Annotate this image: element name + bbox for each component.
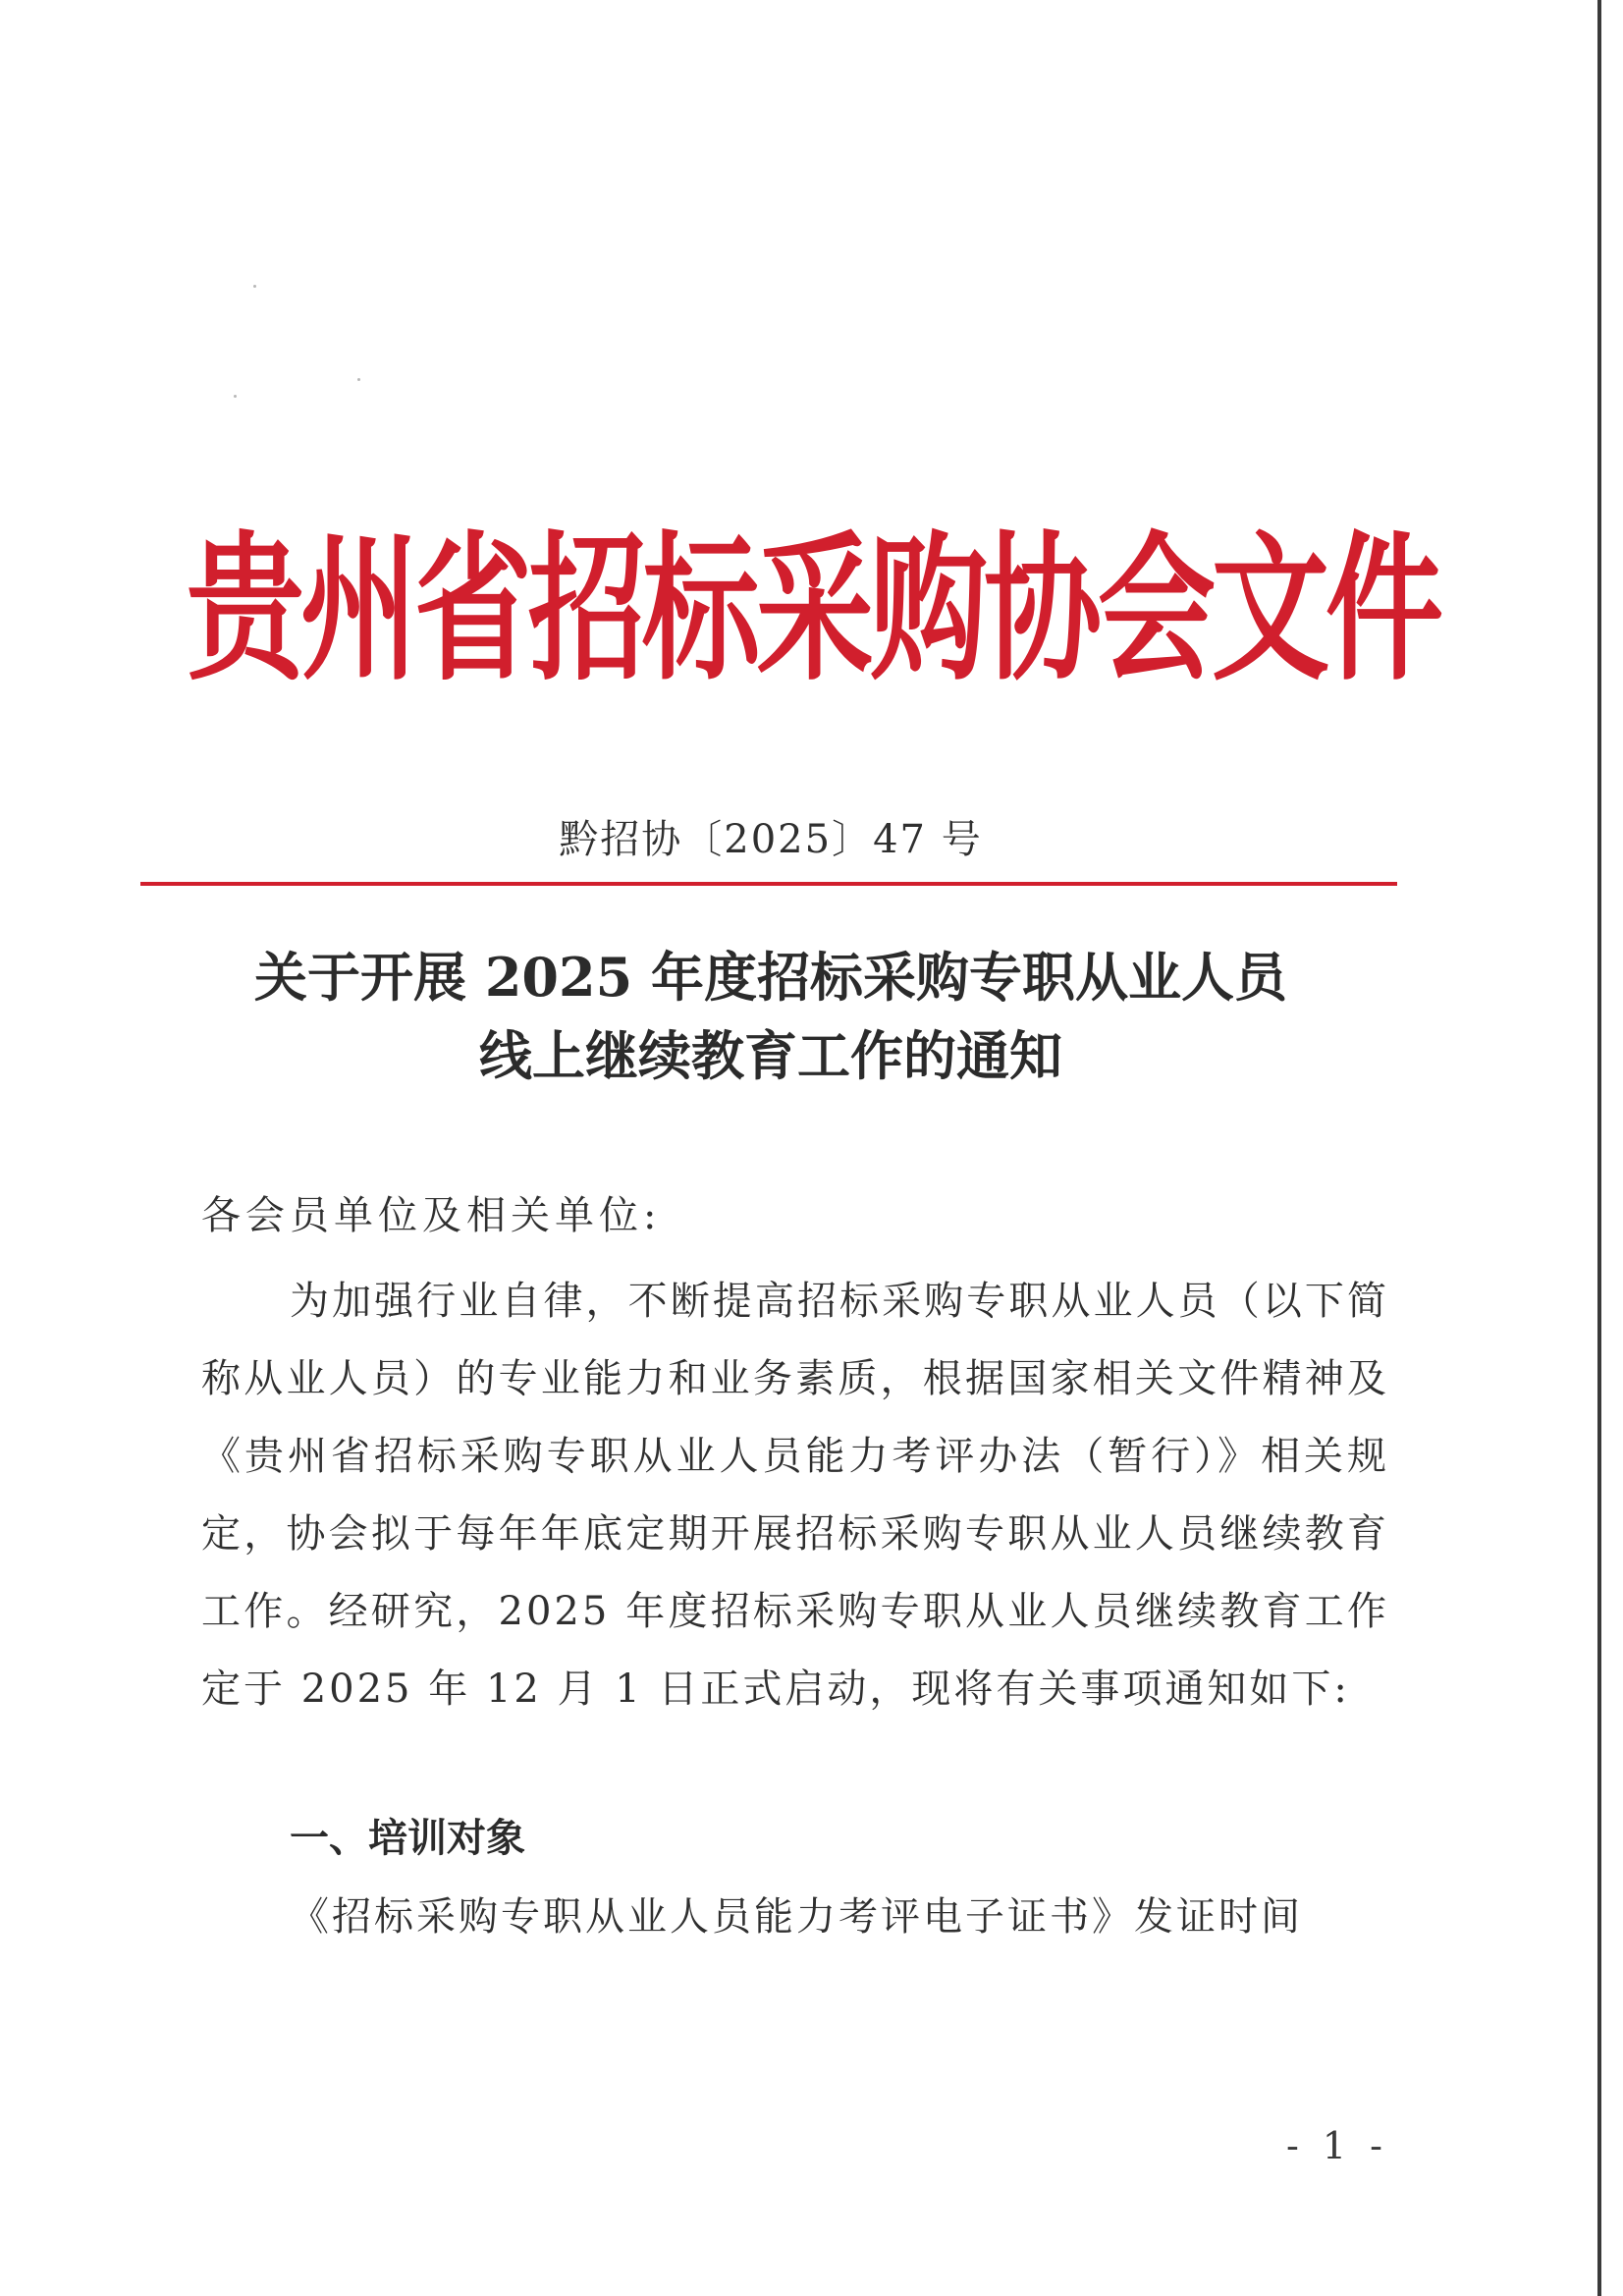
section-heading-training-target: 一、培训对象 xyxy=(290,1816,525,1861)
notice-title-line1: 关于开展 2025 年度招标采购专职从业人员 xyxy=(254,946,1287,1009)
addressee: 各会员单位及相关单位: xyxy=(201,1193,662,1238)
body-paragraph: 为加强行业自律，不断提高招标采购专职从业人员（以下简称从业人员）的专业能力和业务素质，根据国家相关文件精神及《贵州省招标采购专职从业人员能力考评办法（暂行）》相关规定，协会拟于每年年底定期开展招标采购专职从业人员继续教育工作。经研究，2025 年度招标采购专职从业人员继续教育工作定于 2025 年 12 月 1 日正式启动，现将有关事项通知如下: xyxy=(201,1279,1389,1712)
red-divider-line xyxy=(140,882,1397,886)
org-header-title: 贵州省招标采购协会文件 xyxy=(187,516,1439,703)
scan-speck xyxy=(234,395,237,398)
notice-title-line2: 线上继续教育工作的通知 xyxy=(479,1024,1062,1087)
scan-page-edge xyxy=(1597,0,1601,2296)
page-number: - 1 - xyxy=(1286,2124,1389,2167)
notice-title xyxy=(142,938,1399,1095)
section-body-text: 《招标采购专职从业人员能力考评电子证书》发证时间 xyxy=(290,1894,1303,1940)
scan-speck xyxy=(357,378,360,381)
document-number: 黔招协〔2025〕47 号 xyxy=(559,817,983,862)
scan-speck xyxy=(253,285,256,288)
